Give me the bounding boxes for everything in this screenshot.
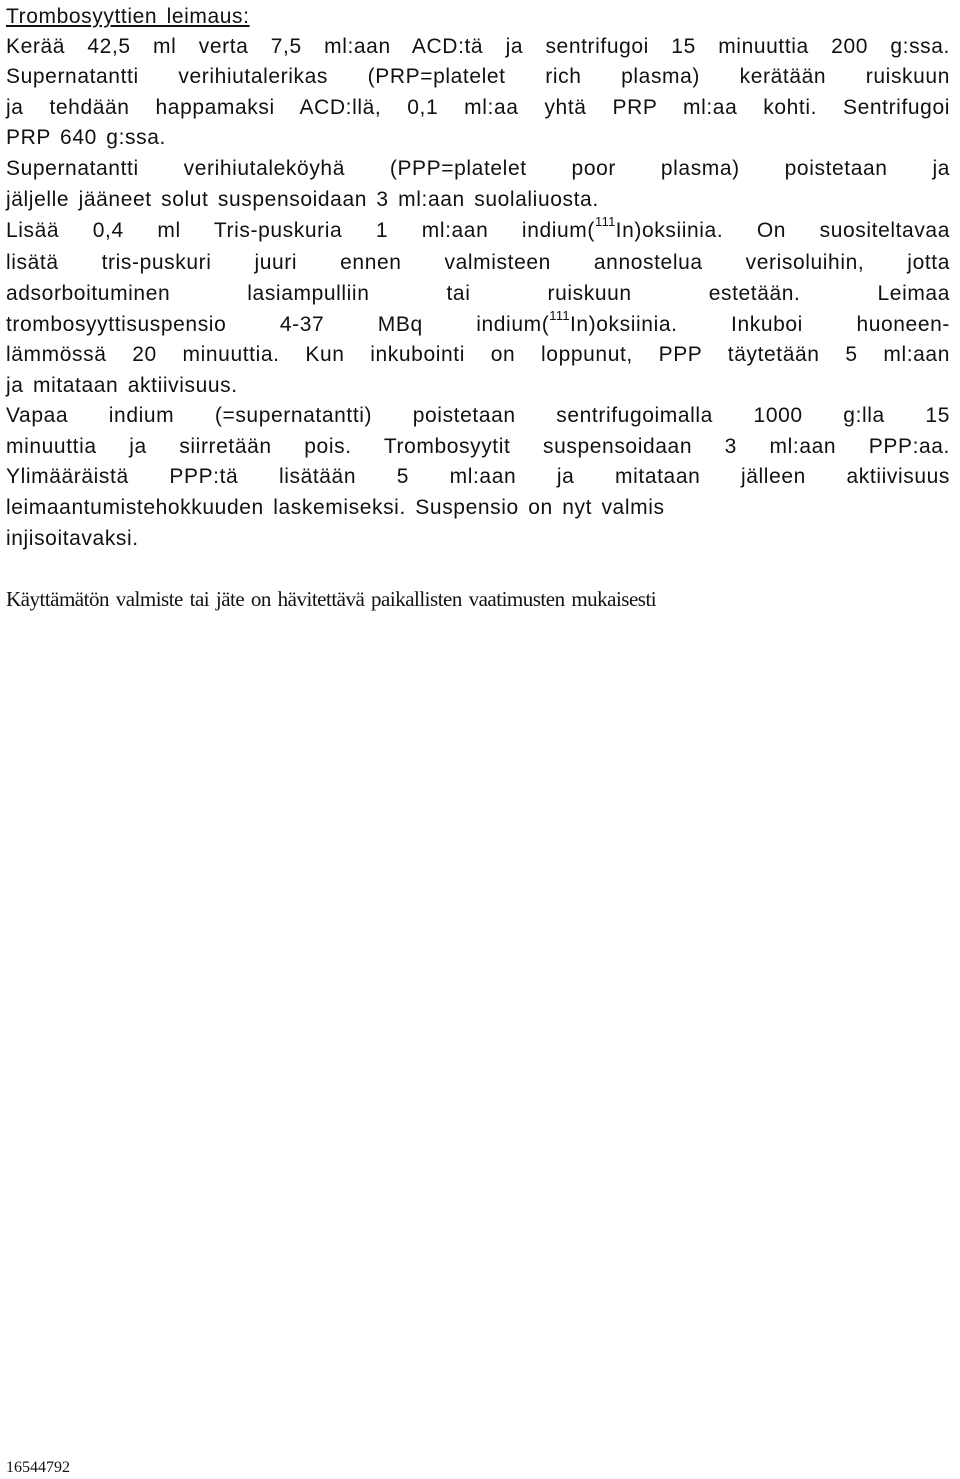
paragraph-line: Supernatantti verihiutalerikas (PRP=platelet rich plasma) kerätään ruiskuun xyxy=(6,65,950,88)
paragraph-line: Ylimääräistä PPP:tä lisätään 5 ml:aan ja mitataan jälleen aktiivisuus xyxy=(6,465,950,488)
paragraph-line: jäljelle jääneet solut suspensoidaan 3 ml:aan suolaliuosta. xyxy=(6,188,599,211)
paragraph-line: Vapaa indium (=supernatantti) poistetaan sentrifugoimalla 1000 g:lla 15 xyxy=(6,404,950,427)
paragraph-line-indium-1 xyxy=(6,214,950,244)
text-segment: trombosyyttisuspensio 4-37 MBq indium( xyxy=(6,313,550,336)
paragraph-line: Supernatantti verihiutaleköyhä (PPP=platelet poor plasma) poistetaan ja xyxy=(6,157,950,180)
paragraph-line: PRP 640 g:ssa. xyxy=(6,126,166,149)
section-heading: Trombosyyttien leimaus: xyxy=(6,5,250,28)
paragraph-line-indium-2 xyxy=(6,308,950,338)
text-segment: Lisää 0,4 ml Tris-puskuria 1 ml:aan indium( xyxy=(6,219,595,242)
paragraph-line: ja tehdään happamaksi ACD:llä, 0,1 ml:aa yhtä PRP ml:aa kohti. Sentrifugoi xyxy=(6,96,950,119)
paragraph-line: injisoitavaksi. xyxy=(6,527,139,550)
disposal-statement: Käyttämätön valmiste tai jäte on hävitettävä paikallisten vaatimusten mukaisesti xyxy=(6,587,657,611)
text-segment: In)oksiinia. On suositeltavaa xyxy=(615,219,950,242)
paragraph-line: minuuttia ja siirretään pois. Trombosyytit suspensoidaan 3 ml:aan PPP:aa. xyxy=(6,435,950,458)
paragraph-line: Kerää 42,5 ml verta 7,5 ml:aan ACD:tä ja sentrifugoi 15 minuuttia 200 g:ssa. xyxy=(6,35,950,58)
isotope-superscript: 111 xyxy=(549,308,570,323)
paragraph-line: lämmössä 20 minuuttia. Kun inkubointi on loppunut, PPP täytetään 5 ml:aan xyxy=(6,343,950,366)
paragraph-line: ja mitataan aktiivisuus. xyxy=(6,374,238,397)
text-segment: In)oksiinia. Inkuboi huoneen- xyxy=(569,313,950,336)
paragraph-line: lisätä tris-puskuri juuri ennen valmisteen annostelua verisoluihin, jotta xyxy=(6,251,950,274)
paragraph-line: leimaantumistehokkuuden laskemiseksi. Suspensio on nyt valmis xyxy=(6,496,665,519)
document-number: 16544792 xyxy=(6,1459,70,1476)
isotope-superscript: 111 xyxy=(595,214,616,229)
paragraph-line: adsorboituminen lasiampulliin tai ruiskuun estetään. Leimaa xyxy=(6,282,950,305)
